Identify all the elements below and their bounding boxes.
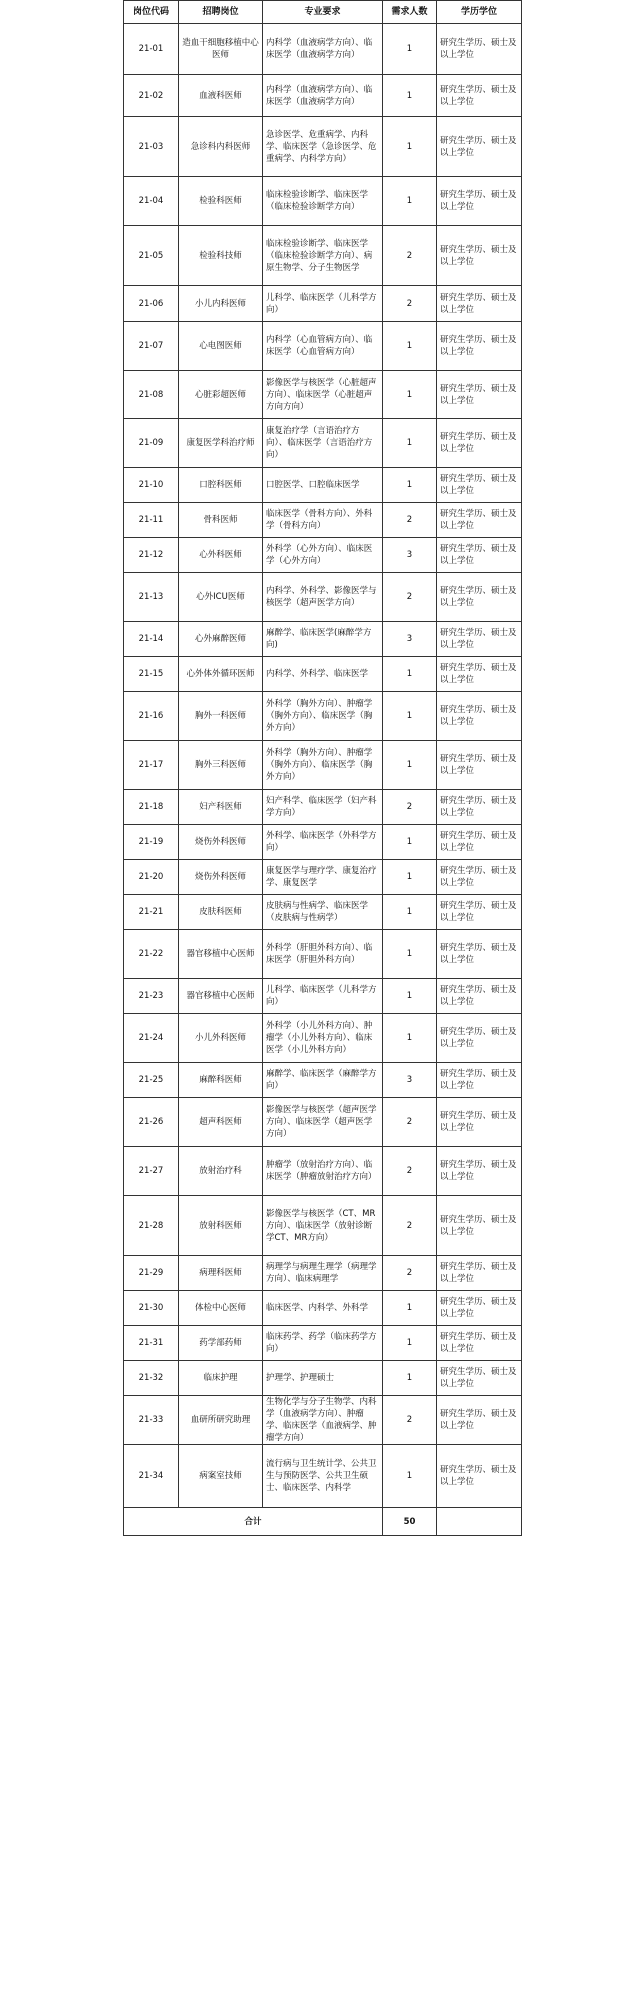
cell-count: 1 xyxy=(383,468,437,503)
cell-major: 影像医学与核医学（心脏超声方向）、临床医学（心脏超声方向方向） xyxy=(263,371,383,419)
cell-count: 1 xyxy=(383,177,437,226)
cell-position: 骨科医师 xyxy=(179,503,263,538)
cell-position: 小儿外科医师 xyxy=(179,1014,263,1063)
cell-degree: 研究生学历、硕士及以上学位 xyxy=(437,226,522,286)
cell-count: 2 xyxy=(383,1196,437,1256)
cell-code: 21-28 xyxy=(124,1196,179,1256)
cell-degree: 研究生学历、硕士及以上学位 xyxy=(437,741,522,790)
cell-code: 21-33 xyxy=(124,1396,179,1445)
cell-code: 21-34 xyxy=(124,1445,179,1508)
cell-position: 放射治疗科 xyxy=(179,1147,263,1196)
cell-code: 21-32 xyxy=(124,1361,179,1396)
cell-position: 心脏彩超医师 xyxy=(179,371,263,419)
cell-major: 康复医学与理疗学、康复治疗学、康复医学 xyxy=(263,860,383,895)
cell-code: 21-30 xyxy=(124,1291,179,1326)
cell-code: 21-02 xyxy=(124,75,179,117)
cell-code: 21-01 xyxy=(124,24,179,75)
cell-major: 临床药学、药学（临床药学方向） xyxy=(263,1326,383,1361)
cell-code: 21-24 xyxy=(124,1014,179,1063)
table-row xyxy=(124,468,522,503)
header-count: 需求人数 xyxy=(383,1,437,24)
cell-code: 21-20 xyxy=(124,860,179,895)
table-row xyxy=(124,825,522,860)
cell-position: 胸外三科医师 xyxy=(179,741,263,790)
cell-major: 内科学（血液病学方向）、临床医学（血液病学方向） xyxy=(263,75,383,117)
cell-position: 器官移植中心医师 xyxy=(179,979,263,1014)
cell-code: 21-14 xyxy=(124,622,179,657)
cell-degree: 研究生学历、硕士及以上学位 xyxy=(437,790,522,825)
cell-position: 心电图医师 xyxy=(179,322,263,371)
cell-degree: 研究生学历、硕士及以上学位 xyxy=(437,24,522,75)
cell-degree: 研究生学历、硕士及以上学位 xyxy=(437,503,522,538)
cell-major: 内科学（血液病学方向）、临床医学（血液病学方向） xyxy=(263,24,383,75)
cell-major: 内科学（心血管病方向）、临床医学（心血管病方向） xyxy=(263,322,383,371)
cell-degree: 研究生学历、硕士及以上学位 xyxy=(437,1256,522,1291)
cell-code: 21-13 xyxy=(124,573,179,622)
cell-degree: 研究生学历、硕士及以上学位 xyxy=(437,692,522,741)
cell-major: 口腔医学、口腔临床医学 xyxy=(263,468,383,503)
table-row xyxy=(124,741,522,790)
cell-count: 1 xyxy=(383,1014,437,1063)
cell-code: 21-19 xyxy=(124,825,179,860)
cell-code: 21-12 xyxy=(124,538,179,573)
table-row xyxy=(124,692,522,741)
cell-major: 外科学（肝胆外科方向）、临床医学（肝胆外科方向） xyxy=(263,930,383,979)
table-row xyxy=(124,979,522,1014)
cell-degree: 研究生学历、硕士及以上学位 xyxy=(437,860,522,895)
cell-position: 血液科医师 xyxy=(179,75,263,117)
cell-position: 血研所研究助理 xyxy=(179,1396,263,1445)
cell-count: 2 xyxy=(383,790,437,825)
cell-degree: 研究生学历、硕士及以上学位 xyxy=(437,468,522,503)
table-row xyxy=(124,1326,522,1361)
cell-major: 护理学、护理硕士 xyxy=(263,1361,383,1396)
cell-degree: 研究生学历、硕士及以上学位 xyxy=(437,538,522,573)
table-row xyxy=(124,117,522,177)
cell-count: 1 xyxy=(383,1326,437,1361)
table-row xyxy=(124,657,522,692)
cell-code: 21-17 xyxy=(124,741,179,790)
cell-degree: 研究生学历、硕士及以上学位 xyxy=(437,1326,522,1361)
cell-count: 2 xyxy=(383,286,437,322)
cell-code: 21-25 xyxy=(124,1063,179,1098)
cell-position: 药学部药师 xyxy=(179,1326,263,1361)
cell-code: 21-06 xyxy=(124,286,179,322)
cell-count: 1 xyxy=(383,979,437,1014)
cell-degree: 研究生学历、硕士及以上学位 xyxy=(437,177,522,226)
table-row xyxy=(124,1014,522,1063)
cell-major: 内科学、外科学、临床医学 xyxy=(263,657,383,692)
cell-position: 烧伤外科医师 xyxy=(179,825,263,860)
cell-code: 21-16 xyxy=(124,692,179,741)
header-code: 岗位代码 xyxy=(124,1,179,24)
cell-code: 21-04 xyxy=(124,177,179,226)
cell-code: 21-26 xyxy=(124,1098,179,1147)
cell-position: 烧伤外科医师 xyxy=(179,860,263,895)
cell-code: 21-05 xyxy=(124,226,179,286)
cell-count: 2 xyxy=(383,573,437,622)
cell-position: 妇产科医师 xyxy=(179,790,263,825)
cell-count: 1 xyxy=(383,322,437,371)
total-count: 50 xyxy=(383,1508,437,1536)
cell-count: 2 xyxy=(383,1147,437,1196)
cell-major: 临床检验诊断学、临床医学（临床检验诊断学方向）、病原生物学、分子生物医学 xyxy=(263,226,383,286)
cell-major: 流行病与卫生统计学、公共卫生与预防医学、公共卫生硕士、临床医学、内科学 xyxy=(263,1445,383,1508)
cell-code: 21-11 xyxy=(124,503,179,538)
cell-position: 超声科医师 xyxy=(179,1098,263,1147)
cell-position: 麻醉科医师 xyxy=(179,1063,263,1098)
cell-code: 21-09 xyxy=(124,419,179,468)
cell-position: 放射科医师 xyxy=(179,1196,263,1256)
cell-count: 1 xyxy=(383,657,437,692)
cell-position: 小儿内科医师 xyxy=(179,286,263,322)
table-row xyxy=(124,573,522,622)
cell-degree: 研究生学历、硕士及以上学位 xyxy=(437,573,522,622)
cell-position: 病案室技师 xyxy=(179,1445,263,1508)
header-major: 专业要求 xyxy=(263,1,383,24)
cell-count: 2 xyxy=(383,1256,437,1291)
table-row xyxy=(124,24,522,75)
table-row xyxy=(124,930,522,979)
cell-degree: 研究生学历、硕士及以上学位 xyxy=(437,895,522,930)
table-row xyxy=(124,1196,522,1256)
cell-major: 外科学（小儿外科方向）、肿瘤学（小儿外科方向）、临床医学（小儿外科方向） xyxy=(263,1014,383,1063)
cell-code: 21-08 xyxy=(124,371,179,419)
cell-count: 1 xyxy=(383,860,437,895)
cell-major: 康复治疗学（言语治疗方向）、临床医学（言语治疗方向） xyxy=(263,419,383,468)
table-row xyxy=(124,286,522,322)
cell-degree: 研究生学历、硕士及以上学位 xyxy=(437,419,522,468)
cell-major: 外科学（胸外方向）、肿瘤学（胸外方向）、临床医学（胸外方向） xyxy=(263,692,383,741)
cell-degree: 研究生学历、硕士及以上学位 xyxy=(437,657,522,692)
cell-count: 3 xyxy=(383,1063,437,1098)
cell-major: 影像医学与核医学（超声医学方向）、临床医学（超声医学方向） xyxy=(263,1098,383,1147)
cell-count: 1 xyxy=(383,1291,437,1326)
cell-count: 1 xyxy=(383,825,437,860)
cell-major: 病理学与病理生理学（病理学方向）、临床病理学 xyxy=(263,1256,383,1291)
cell-major: 内科学、外科学、影像医学与核医学（超声医学方向） xyxy=(263,573,383,622)
cell-degree: 研究生学历、硕士及以上学位 xyxy=(437,322,522,371)
cell-major: 外科学（胸外方向）、肿瘤学（胸外方向）、临床医学（胸外方向） xyxy=(263,741,383,790)
header-degree: 学历学位 xyxy=(437,1,522,24)
cell-degree: 研究生学历、硕士及以上学位 xyxy=(437,622,522,657)
table-row xyxy=(124,1445,522,1508)
cell-degree: 研究生学历、硕士及以上学位 xyxy=(437,1445,522,1508)
cell-major: 临床检验诊断学、临床医学（临床检验诊断学方向） xyxy=(263,177,383,226)
cell-count: 1 xyxy=(383,117,437,177)
table-row xyxy=(124,895,522,930)
table-row xyxy=(124,419,522,468)
cell-degree: 研究生学历、硕士及以上学位 xyxy=(437,1396,522,1445)
cell-major: 麻醉学、临床医学(麻醉学方向) xyxy=(263,622,383,657)
cell-position: 心外体外循环医师 xyxy=(179,657,263,692)
cell-count: 1 xyxy=(383,24,437,75)
cell-position: 皮肤科医师 xyxy=(179,895,263,930)
cell-code: 21-15 xyxy=(124,657,179,692)
cell-degree: 研究生学历、硕士及以上学位 xyxy=(437,1196,522,1256)
table-row xyxy=(124,75,522,117)
cell-count: 1 xyxy=(383,75,437,117)
table-row xyxy=(124,1147,522,1196)
total-empty xyxy=(437,1508,522,1536)
cell-count: 2 xyxy=(383,503,437,538)
cell-degree: 研究生学历、硕士及以上学位 xyxy=(437,1291,522,1326)
recruitment-table xyxy=(123,0,522,1536)
cell-code: 21-31 xyxy=(124,1326,179,1361)
cell-major: 肿瘤学（放射治疗方向）、临床医学（肿瘤放射治疗方向） xyxy=(263,1147,383,1196)
cell-code: 21-18 xyxy=(124,790,179,825)
cell-position: 心外科医师 xyxy=(179,538,263,573)
cell-position: 检验科技师 xyxy=(179,226,263,286)
cell-count: 1 xyxy=(383,895,437,930)
cell-code: 21-22 xyxy=(124,930,179,979)
cell-count: 3 xyxy=(383,622,437,657)
cell-major: 儿科学、临床医学（儿科学方向） xyxy=(263,286,383,322)
cell-degree: 研究生学历、硕士及以上学位 xyxy=(437,75,522,117)
cell-major: 儿科学、临床医学（儿科学方向） xyxy=(263,979,383,1014)
cell-position: 心外ICU医师 xyxy=(179,573,263,622)
cell-count: 1 xyxy=(383,371,437,419)
cell-major: 临床医学、内科学、外科学 xyxy=(263,1291,383,1326)
cell-degree: 研究生学历、硕士及以上学位 xyxy=(437,930,522,979)
total-row xyxy=(124,1508,522,1536)
table-row xyxy=(124,790,522,825)
table-row xyxy=(124,371,522,419)
recruitment-table-wrapper xyxy=(123,0,521,1536)
cell-major: 影像医学与核医学（CT、MR方向）、临床医学（放射诊断学CT、MR方向） xyxy=(263,1196,383,1256)
table-row xyxy=(124,177,522,226)
cell-position: 临床护理 xyxy=(179,1361,263,1396)
cell-count: 2 xyxy=(383,1396,437,1445)
cell-degree: 研究生学历、硕士及以上学位 xyxy=(437,1098,522,1147)
table-row xyxy=(124,1098,522,1147)
table-row xyxy=(124,503,522,538)
cell-degree: 研究生学历、硕士及以上学位 xyxy=(437,1014,522,1063)
cell-code: 21-10 xyxy=(124,468,179,503)
cell-major: 临床医学（骨科方向）、外科学（骨科方向） xyxy=(263,503,383,538)
cell-count: 1 xyxy=(383,692,437,741)
cell-count: 2 xyxy=(383,1098,437,1147)
cell-code: 21-29 xyxy=(124,1256,179,1291)
cell-position: 心外麻醉医师 xyxy=(179,622,263,657)
cell-major: 麻醉学、临床医学（麻醉学方向） xyxy=(263,1063,383,1098)
cell-position: 康复医学科治疗师 xyxy=(179,419,263,468)
table-body xyxy=(124,24,522,1508)
table-row xyxy=(124,538,522,573)
table-row xyxy=(124,1063,522,1098)
cell-code: 21-27 xyxy=(124,1147,179,1196)
total-label: 合计 xyxy=(124,1508,383,1536)
cell-position: 造血干细胞移植中心医师 xyxy=(179,24,263,75)
cell-count: 2 xyxy=(383,226,437,286)
cell-degree: 研究生学历、硕士及以上学位 xyxy=(437,825,522,860)
cell-position: 检验科医师 xyxy=(179,177,263,226)
table-row xyxy=(124,1256,522,1291)
cell-count: 1 xyxy=(383,741,437,790)
table-row xyxy=(124,1291,522,1326)
cell-position: 急诊科内科医师 xyxy=(179,117,263,177)
cell-degree: 研究生学历、硕士及以上学位 xyxy=(437,117,522,177)
cell-count: 3 xyxy=(383,538,437,573)
cell-major: 外科学、临床医学（外科学方向） xyxy=(263,825,383,860)
header-position: 招聘岗位 xyxy=(179,1,263,24)
table-row xyxy=(124,226,522,286)
cell-position: 体检中心医师 xyxy=(179,1291,263,1326)
table-row xyxy=(124,1396,522,1445)
cell-degree: 研究生学历、硕士及以上学位 xyxy=(437,1063,522,1098)
cell-code: 21-21 xyxy=(124,895,179,930)
cell-position: 口腔科医师 xyxy=(179,468,263,503)
cell-major: 妇产科学、临床医学（妇产科学方向） xyxy=(263,790,383,825)
cell-degree: 研究生学历、硕士及以上学位 xyxy=(437,371,522,419)
cell-position: 胸外一科医师 xyxy=(179,692,263,741)
cell-major: 急诊医学、危重病学、内科学、临床医学（急诊医学、危重病学、内科学方向） xyxy=(263,117,383,177)
cell-major: 皮肤病与性病学、临床医学（皮肤病与性病学） xyxy=(263,895,383,930)
table-row xyxy=(124,322,522,371)
cell-count: 1 xyxy=(383,419,437,468)
table-row xyxy=(124,1361,522,1396)
cell-degree: 研究生学历、硕士及以上学位 xyxy=(437,1361,522,1396)
cell-count: 1 xyxy=(383,1445,437,1508)
header-row xyxy=(124,1,522,24)
cell-major: 外科学（心外方向）、临床医学（心外方向） xyxy=(263,538,383,573)
table-row xyxy=(124,860,522,895)
cell-code: 21-03 xyxy=(124,117,179,177)
cell-position: 病理科医师 xyxy=(179,1256,263,1291)
table-row xyxy=(124,622,522,657)
cell-degree: 研究生学历、硕士及以上学位 xyxy=(437,286,522,322)
cell-degree: 研究生学历、硕士及以上学位 xyxy=(437,1147,522,1196)
cell-code: 21-23 xyxy=(124,979,179,1014)
cell-count: 1 xyxy=(383,930,437,979)
cell-position: 器官移植中心医师 xyxy=(179,930,263,979)
cell-count: 1 xyxy=(383,1361,437,1396)
cell-degree: 研究生学历、硕士及以上学位 xyxy=(437,979,522,1014)
cell-code: 21-07 xyxy=(124,322,179,371)
cell-major: 生物化学与分子生物学、内科学（血液病学方向）、肿瘤学、临床医学（血液病学、肿瘤学方向） xyxy=(263,1396,383,1445)
